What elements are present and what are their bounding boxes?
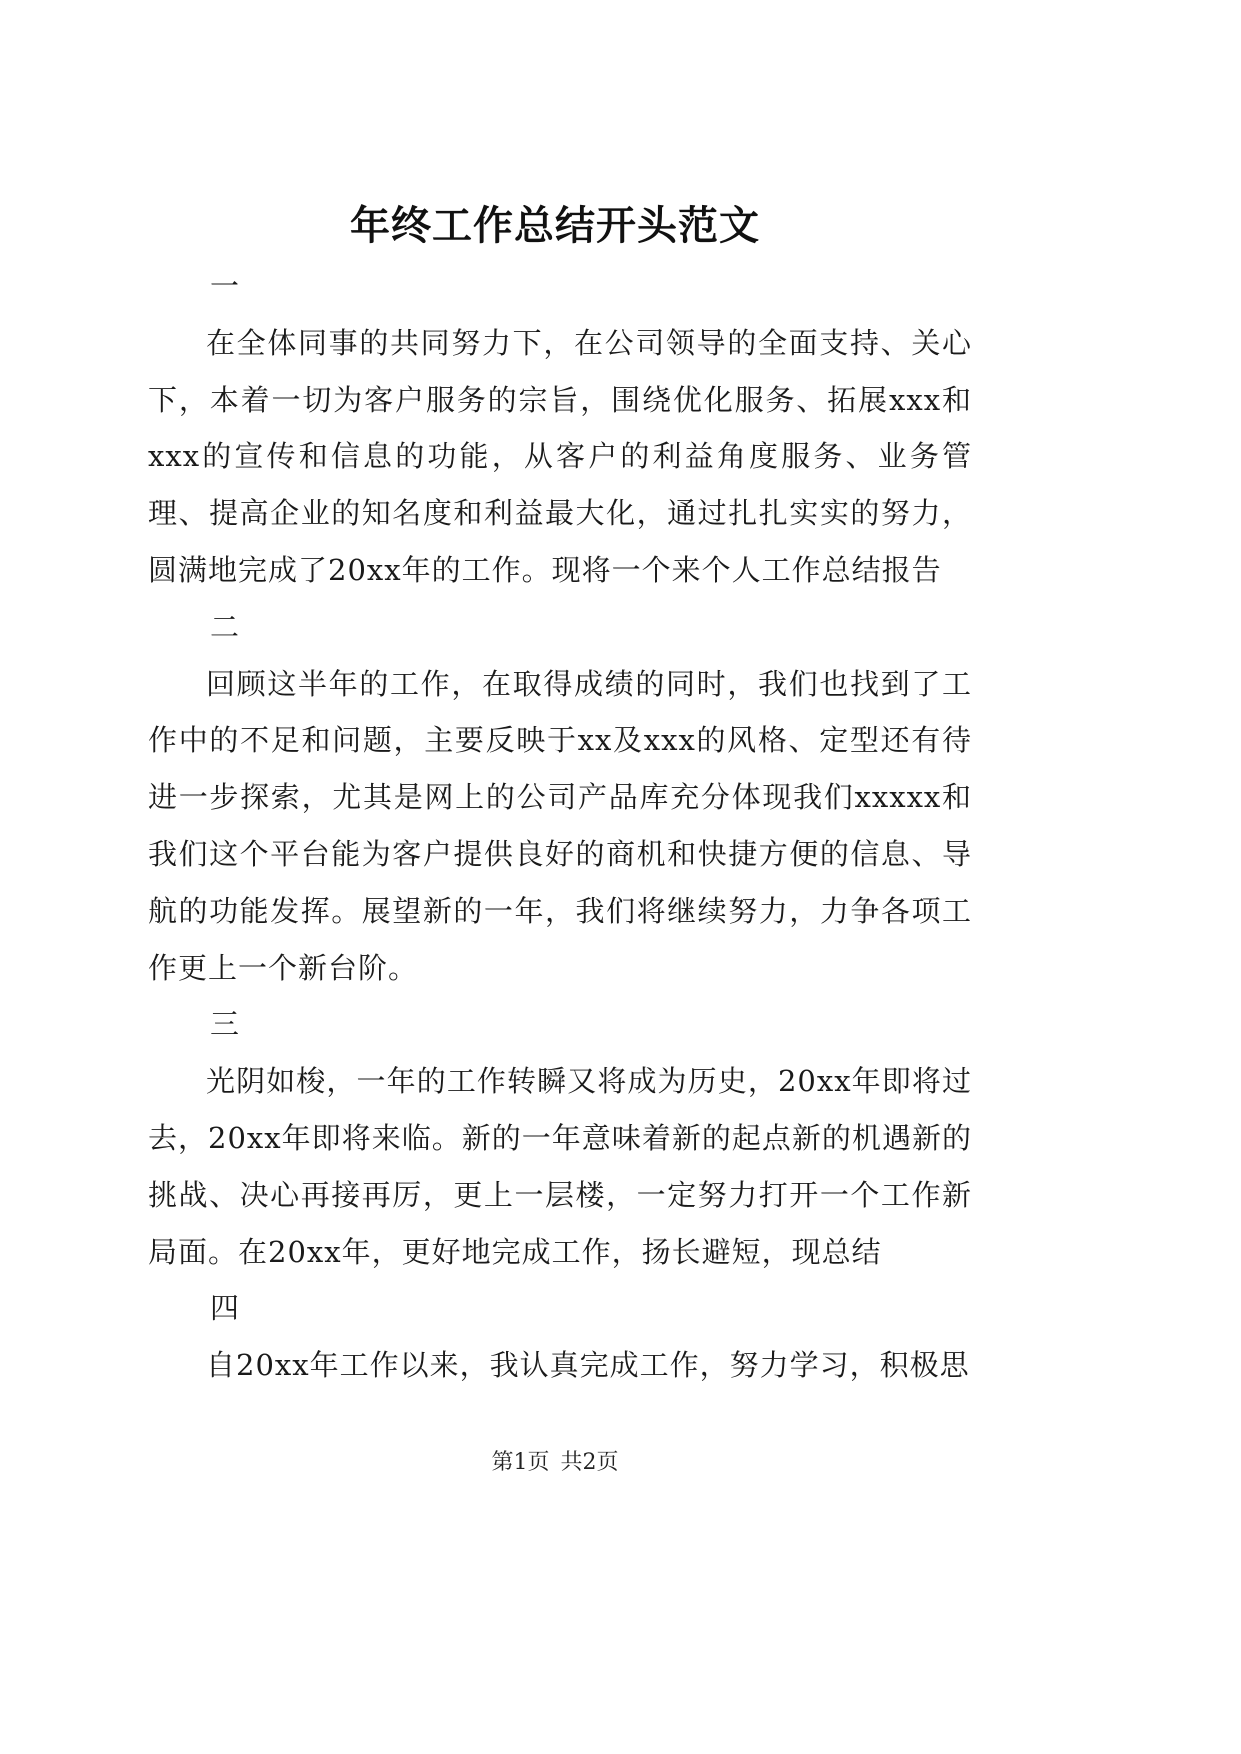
section-1-number: 一	[210, 269, 241, 303]
section-3-number: 三	[210, 1007, 241, 1042]
section-4-paragraph: 自20xx年工作以来，我认真完成工作，努力学习，积极思	[206, 1348, 970, 1383]
document-body	[148, 258, 972, 1394]
section-4-number: 四	[210, 1291, 241, 1326]
page-total: 共2页	[560, 1450, 619, 1475]
section-2-number: 二	[210, 609, 241, 644]
page-number: 第1页	[491, 1450, 550, 1475]
document-title: 年终工作总结开头范文	[350, 203, 760, 249]
section-3-paragraph: 光阴如梭，一年的工作转瞬又将成为历史，20xx年即将过去，20xx年即将来临。新的一年意味着新的起点新的机遇新的挑战、决心再接再厉，更上一层楼，一定努力打开一个工作新局面。在20xx年，更好地完成工作，扬长避短，现总结	[148, 1064, 972, 1269]
page-footer	[0, 1448, 1110, 1478]
section-2-paragraph: 回顾这半年的工作，在取得成绩的同时，我们也找到了工作中的不足和问题，主要反映于xx及xxx的风格、定型还有待进一步探索，尤其是网上的公司产品库充分体现我们xxxxx和我们这个平台能为客户提供良好的商机和快捷方便的信息、导航的功能发挥。展望新的一年，我们将继续努力，力争各项工作更上一个新台阶。	[148, 666, 972, 985]
section-1-paragraph: 在全体同事的共同努力下，在公司领导的全面支持、关心下，本着一切为客户服务的宗旨，围绕优化服务、拓展xxx和xxx的宣传和信息的功能，从客户的利益角度服务、业务管理、提高企业的知名度和利益最大化，通过扎扎实实的努力，圆满地完成了20xx年的工作。现将一个来个人工作总结报告	[148, 325, 972, 587]
